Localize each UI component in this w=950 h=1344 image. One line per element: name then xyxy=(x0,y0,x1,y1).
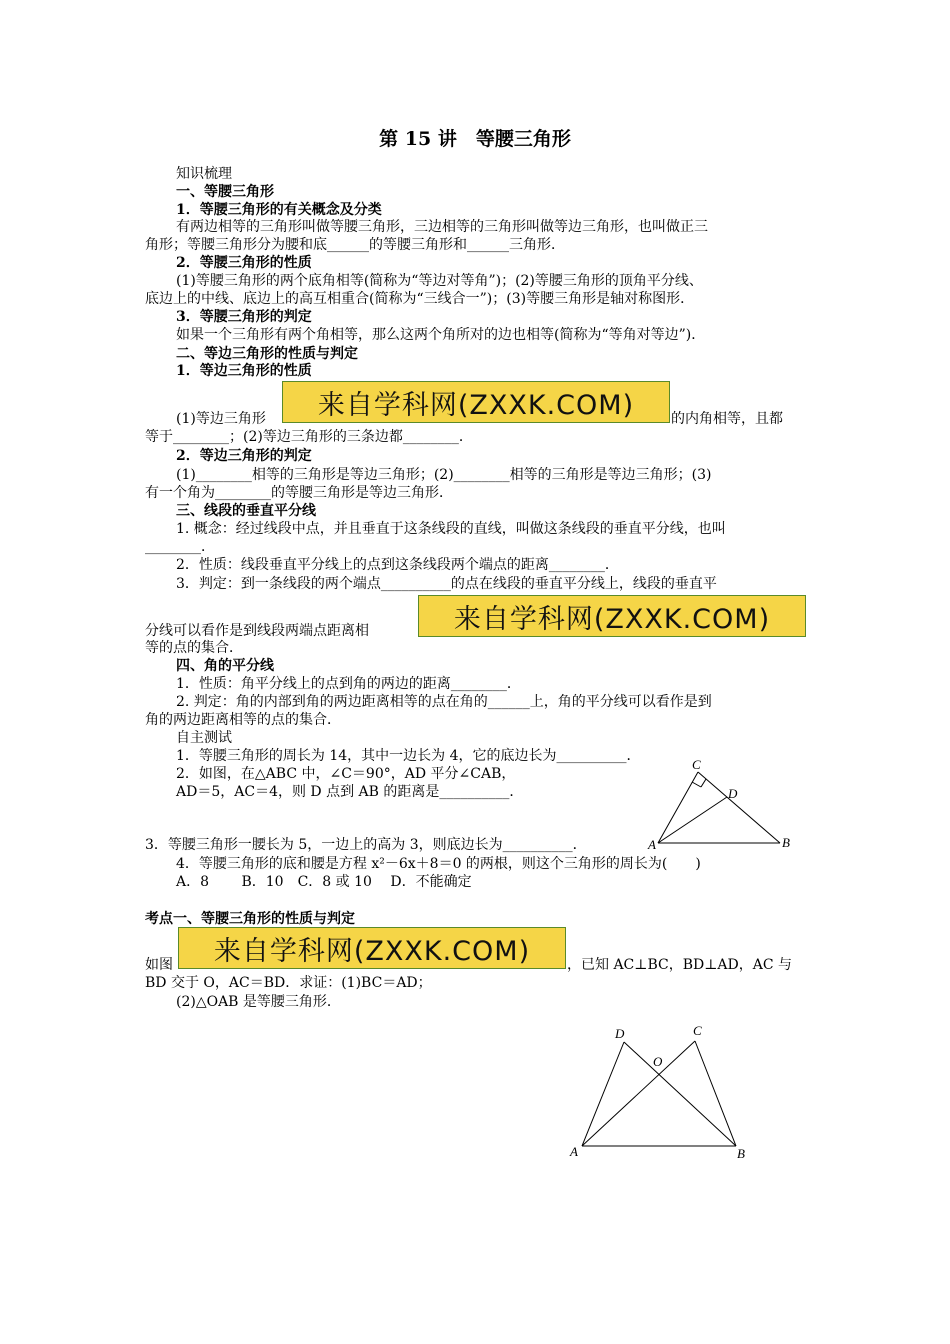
figure1-label: B xyxy=(782,835,790,850)
section-heading: 知识梳理 xyxy=(176,166,232,182)
figure1-label: C xyxy=(692,758,701,772)
figure1-label: A xyxy=(648,837,656,852)
figure2-label: C xyxy=(693,1023,702,1038)
text-line: 1. 概念：经过线段中点，并且垂直于这条线段的直线，叫做这条线段的垂直平分线，也叫 xyxy=(176,521,726,537)
question-4: 4．等腰三角形的底和腰是方程 x²－6x＋8＝0 的两根，则这个三角形的周长为( ) xyxy=(176,856,701,872)
section-heading: 二、等边三角形的性质与判定 xyxy=(176,346,358,362)
question-4-options: A．8 B．10 C．8 或 10 D．不能确定 xyxy=(176,874,472,890)
figure2-label: A xyxy=(570,1144,578,1159)
section-heading: 一、等腰三角形 xyxy=(176,184,274,200)
section-heading: 四、角的平分线 xyxy=(176,658,274,674)
watermark-logo: 来自学科网(ZXXK.COM) xyxy=(418,595,806,637)
text-line: 1．性质：角平分线上的点到角的两边的距离________． xyxy=(176,676,521,692)
text-line: BD 交于 O，AC＝BD．求证：(1)BC＝AD； xyxy=(145,975,432,991)
text-line: (1)等边三角形 xyxy=(176,411,266,427)
subsection-heading: 1．等腰三角形的有关概念及分类 xyxy=(176,202,382,218)
text-line: (1)等腰三角形的两个底角相等(简称为“等边对等角”)；(2)等腰三角形的顶角平分线、 xyxy=(176,273,703,289)
text-line: 2. 判定：角的内部到角的两边距离相等的点在角的______上，角的平分线可以看作是到 xyxy=(176,694,712,710)
subsection-heading: 2．等边三角形的判定 xyxy=(176,448,312,464)
question-3: 3．等腰三角形一腰长为 5，一边上的高为 3，则底边长为__________． xyxy=(145,837,587,853)
figure2-label: O xyxy=(653,1054,663,1069)
text-line: 如图 xyxy=(145,957,173,973)
quadrilateral-abcd-figure xyxy=(560,1020,760,1170)
subsection-heading: 1．等边三角形的性质 xyxy=(176,363,312,379)
question-2: 2．如图，在△ABC 中，∠C＝90°，AD 平分∠CAB， xyxy=(176,766,516,782)
figure1-label: D xyxy=(728,786,738,801)
text-line: 分线可以看作是到线段两端点距离相 xyxy=(145,623,369,639)
text-line: 如果一个三角形有两个角相等，那么这两个角所对的边也相等(简称为“等角对等边”)． xyxy=(176,327,706,343)
subsection-heading: 2．等腰三角形的性质 xyxy=(176,255,312,271)
text-line: 等的点的集合． xyxy=(145,640,243,656)
question-1: 1．等腰三角形的周长为 14，其中一边长为 4，它的底边长为__________． xyxy=(176,748,641,764)
question-2-cont: AD＝5，AC＝4，则 D 点到 AB 的距离是__________． xyxy=(176,784,524,800)
subsection-heading: 3．等腰三角形的判定 xyxy=(176,309,312,325)
text-line: ________． xyxy=(145,539,215,555)
text-line: 2．性质：线段垂直平分线上的点到这条线段两个端点的距离________． xyxy=(176,557,619,573)
text-line: (1)________相等的三角形是等边三角形；(2)________相等的三角形是等边三角形；(3) xyxy=(176,467,712,483)
text-line: 有两边相等的三角形叫做等腰三角形，三边相等的三角形叫做等边三角形，也叫做正三 xyxy=(176,219,708,235)
text-line: ，已知 AC⊥BC，BD⊥AD，AC 与 xyxy=(567,957,792,973)
text-line: 的内角相等，且都 xyxy=(671,411,783,427)
text-line: 角的两边距离相等的点的集合． xyxy=(145,712,341,728)
watermark-logo: 来自学科网(ZXXK.COM) xyxy=(282,381,670,423)
figure2-label: D xyxy=(615,1026,625,1041)
section-heading: 三、线段的垂直平分线 xyxy=(176,503,316,519)
watermark-logo: 来自学科网(ZXXK.COM) xyxy=(178,927,566,969)
section-heading: 考点一、等腰三角形的性质与判定 xyxy=(145,911,355,927)
text-line: 3．判定：到一条线段的两个端点__________的点在线段的垂直平分线上，线段的垂直平 xyxy=(176,576,717,592)
figure2-label: B xyxy=(737,1146,745,1161)
text-line: 等于________；(2)等边三角形的三条边都________． xyxy=(145,429,473,445)
text-line: 底边上的中线、底边上的高互相重合(简称为“三线合一”)；(3)等腰三角形是轴对称图形． xyxy=(145,291,695,307)
triangle-abc-figure xyxy=(640,758,800,853)
section-heading: 自主测试 xyxy=(176,730,232,746)
page-title: 第 15 讲 等腰三角形 xyxy=(379,128,571,150)
text-line: 有一个角为________的等腰三角形是等边三角形． xyxy=(145,485,453,501)
text-line: 角形；等腰三角形分为腰和底______的等腰三角形和______三角形． xyxy=(145,237,565,253)
text-line: (2)△OAB 是等腰三角形． xyxy=(176,994,341,1010)
